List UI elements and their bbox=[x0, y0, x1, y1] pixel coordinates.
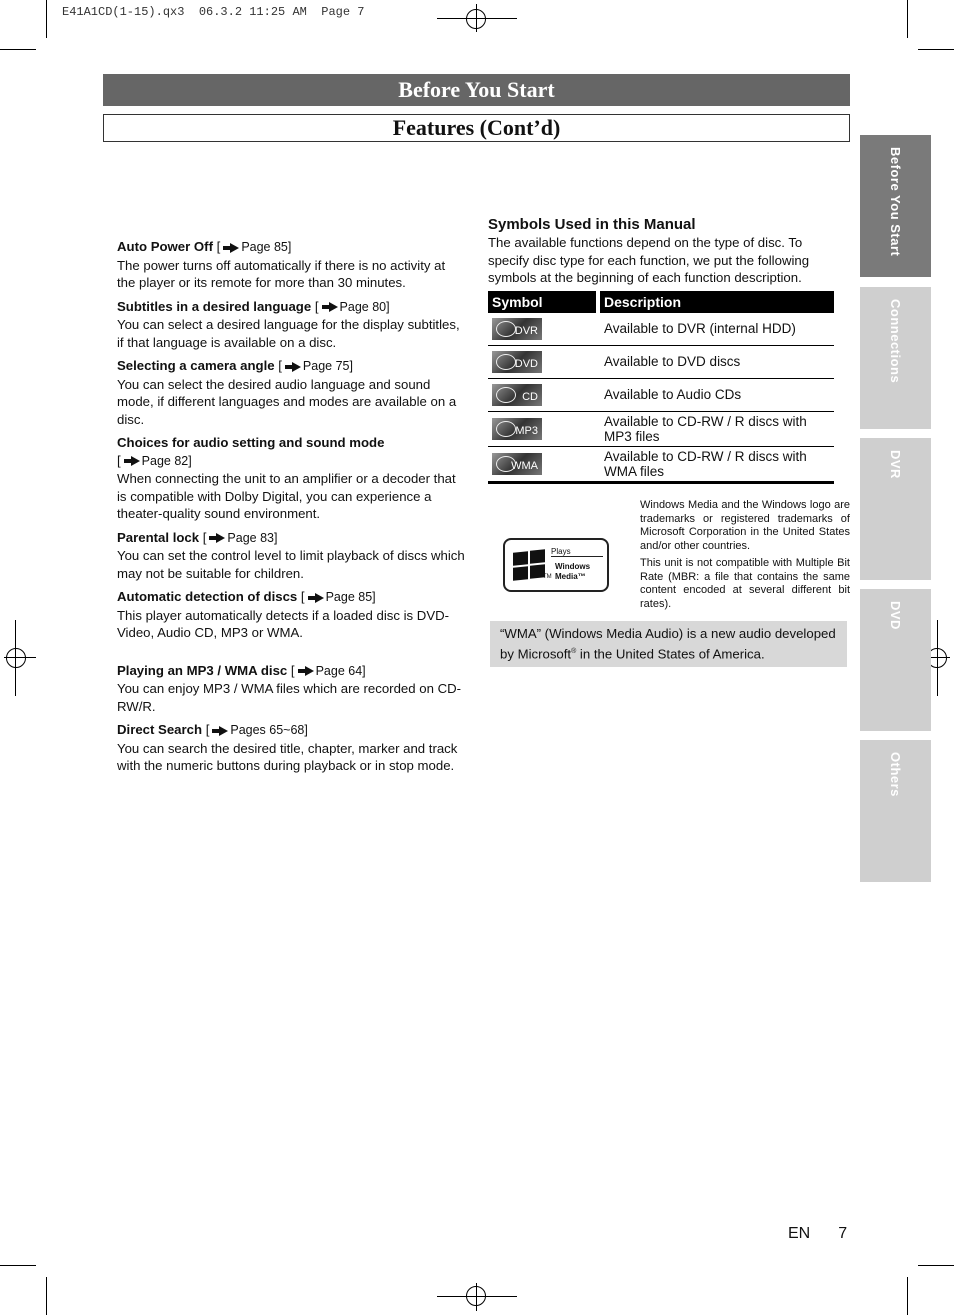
arrow-icon bbox=[315, 593, 324, 603]
symbol-cell bbox=[488, 446, 596, 482]
feature-body: When connecting the unit to an amplifier or a decoder that is compatible with Dolby Digital, you can experience a theater-quality sound environment. bbox=[117, 471, 456, 521]
feature-heading: Playing an MP3 / WMA disc bbox=[117, 662, 288, 678]
feature-item: Direct Search [ Pages 65~68] You can search the desired title, chapter, marker and track with the numeric buttons during playback or in stop mode. bbox=[117, 721, 465, 775]
crop-mark bbox=[46, 1277, 47, 1315]
feature-item: Playing an MP3 / WMA disc [ Page 64] You can enjoy MP3 / WMA files which are recorded on CD-RW/R. bbox=[117, 662, 465, 716]
page-reference: Page 83] bbox=[227, 530, 278, 545]
column-header-symbol: Symbol bbox=[488, 291, 596, 313]
feature-body: This player automatically detects if a loaded disc is DVD-Video, Audio CD, MP3 or WMA. bbox=[117, 607, 450, 640]
table-row bbox=[488, 446, 834, 482]
windows-media-logo bbox=[503, 538, 609, 592]
side-tab-others: Others bbox=[860, 740, 931, 882]
feature-heading: Parental lock bbox=[117, 529, 200, 545]
feature-heading: Subtitles in a desired language bbox=[117, 298, 312, 314]
trademark-note: Windows Media and the Windows logo are trademarks or registered trademarks of Microsoft Corporation in the United States and/or other countries. bbox=[640, 499, 850, 552]
description-cell: Available to CD-RW / R discs with WMA files bbox=[600, 446, 834, 482]
description-cell: Available to Audio CDs bbox=[600, 378, 834, 411]
feature-body: The power turns off automatically if there is no activity at the player or its remote for more than 30 minutes. bbox=[117, 257, 446, 290]
language-code: EN bbox=[788, 1225, 811, 1242]
table-row bbox=[488, 345, 834, 378]
page-number: 7 bbox=[838, 1225, 848, 1242]
feature-item: Subtitles in a desired language [ Page 80] You can select a desired language for the display subtitles, if that language is available on a disc. bbox=[117, 298, 465, 352]
feature-body: You can search the desired title, chapter, marker and track with the numeric buttons during playback or in stop mode. bbox=[117, 740, 458, 773]
mbr-note: This unit is not compatible with Multiple Bit Rate (MBR: a file that contains the same content encoded at several different bit rates). bbox=[640, 557, 850, 610]
registration-mark bbox=[466, 9, 486, 29]
crop-mark bbox=[0, 1265, 36, 1266]
description-cell: Available to DVD discs bbox=[600, 345, 834, 378]
crop-mark bbox=[918, 1265, 954, 1266]
page-reference: Page 82] bbox=[141, 453, 192, 468]
crop-mark bbox=[918, 49, 954, 50]
page-reference: Page 64] bbox=[315, 663, 366, 678]
table-header bbox=[488, 291, 834, 313]
feature-item: Choices for audio setting and sound mode [ Page 82] When connecting the unit to an amplifier or a decoder that is compatible with Dolby Digital, you can experience a theater-quality sound environment. bbox=[117, 434, 465, 523]
crop-mark bbox=[907, 1277, 908, 1315]
windows-media-note bbox=[640, 499, 850, 615]
feature-heading: Automatic detection of discs bbox=[117, 589, 298, 604]
page-reference: Page 80] bbox=[339, 299, 390, 314]
description-cell: Available to CD-RW / R discs with MP3 files bbox=[600, 411, 834, 446]
arrow-icon bbox=[230, 243, 239, 253]
symbols-intro: The available functions depend on the type of disc. To specify disc type for each function, we put the following symbols at the beginning of each function description. bbox=[488, 235, 810, 285]
page-footer bbox=[788, 1225, 847, 1243]
page-title: Features (Cont’d) bbox=[103, 114, 850, 142]
features-list bbox=[117, 238, 465, 781]
table-row bbox=[488, 313, 834, 346]
arrow-icon bbox=[131, 456, 140, 466]
table-row bbox=[488, 411, 834, 446]
symbol-cell bbox=[488, 411, 596, 446]
symbols-heading: Symbols Used in this Manual bbox=[488, 216, 696, 233]
feature-body: You can enjoy MP3 / WMA files which are recorded on CD-RW/R. bbox=[117, 681, 462, 714]
side-tab-before-you-start: Before You Start bbox=[860, 135, 931, 277]
cd-disc-icon: CD bbox=[492, 384, 542, 406]
symbol-cell bbox=[488, 345, 596, 378]
arrow-icon bbox=[216, 533, 225, 543]
logo-plays-text: Plays bbox=[551, 547, 603, 557]
arrow-icon bbox=[305, 666, 314, 676]
feature-heading: Direct Search bbox=[117, 722, 203, 737]
logo-trademark: TM bbox=[543, 574, 552, 580]
symbols-table bbox=[488, 291, 834, 484]
side-tab-dvr: DVR bbox=[860, 438, 931, 580]
symbol-cell bbox=[488, 313, 596, 346]
feature-heading: Selecting a camera angle bbox=[117, 358, 275, 373]
section-banner: Before You Start bbox=[103, 74, 850, 106]
page-reference: Pages 65~68] bbox=[230, 723, 308, 737]
page-reference: Page 85] bbox=[325, 590, 376, 604]
symbols-section bbox=[488, 216, 838, 484]
dvr-disc-icon: DVR bbox=[492, 318, 542, 340]
feature-body: You can set the control level to limit playback of discs which may not be suitable for children. bbox=[117, 548, 465, 581]
feature-heading: Choices for audio setting and sound mode bbox=[117, 435, 385, 450]
arrow-icon bbox=[219, 726, 228, 736]
logo-name: Windows Media™ bbox=[555, 562, 591, 581]
registration-mark bbox=[466, 1286, 486, 1306]
page-reference: Page 75] bbox=[302, 359, 353, 373]
file-slug: E41A1CD(1-15).qx3 06.3.2 11:25 AM Page 7 bbox=[62, 5, 365, 19]
description-cell: Available to DVR (internal HDD) bbox=[600, 313, 834, 346]
registration-mark bbox=[6, 648, 26, 668]
feature-body: You can select the desired audio language and sound mode, if different languages and modes are available on a disc. bbox=[117, 376, 457, 427]
symbol-cell bbox=[488, 378, 596, 411]
page-reference: Page 85] bbox=[241, 240, 292, 254]
feature-item: Parental lock [ Page 83] You can set the control level to limit playback of discs which may not be suitable for children. bbox=[117, 529, 465, 581]
arrow-icon bbox=[329, 302, 338, 312]
side-tab-connections: Connections bbox=[860, 287, 931, 429]
dvd-disc-icon: DVD bbox=[492, 351, 542, 373]
feature-heading: Auto Power Off bbox=[117, 239, 213, 254]
feature-body: You can select a desired language for the display subtitles, if that language is available on a disc. bbox=[117, 317, 460, 350]
mp3-disc-icon: MP3 bbox=[492, 418, 542, 440]
crop-mark bbox=[907, 0, 908, 38]
table-row bbox=[488, 378, 834, 411]
feature-item: Automatic detection of discs [ Page 85] This player automatically detects if a loaded disc is DVD-Video, Audio CD, MP3 or WMA. bbox=[117, 588, 465, 642]
crop-mark bbox=[46, 0, 47, 38]
feature-item: Selecting a camera angle [ Page 75] You can select the desired audio language and sound mode, if different languages and modes are available on a disc. bbox=[117, 357, 465, 428]
wma-note-box: “WMA” (Windows Media Audio) is a new audio developed by Microsoft® in the United States of America. bbox=[490, 621, 847, 667]
column-header-description: Description bbox=[600, 291, 834, 313]
side-tab-dvd: DVD bbox=[860, 589, 931, 731]
crop-mark bbox=[0, 49, 36, 50]
wma-disc-icon: WMA bbox=[492, 453, 542, 475]
arrow-icon bbox=[292, 362, 301, 372]
windows-flag-icon bbox=[511, 550, 545, 580]
feature-item: Auto Power Off [ Page 85] The power turns off automatically if there is no activity at the player or its remote for more than 30 minutes. bbox=[117, 238, 465, 292]
